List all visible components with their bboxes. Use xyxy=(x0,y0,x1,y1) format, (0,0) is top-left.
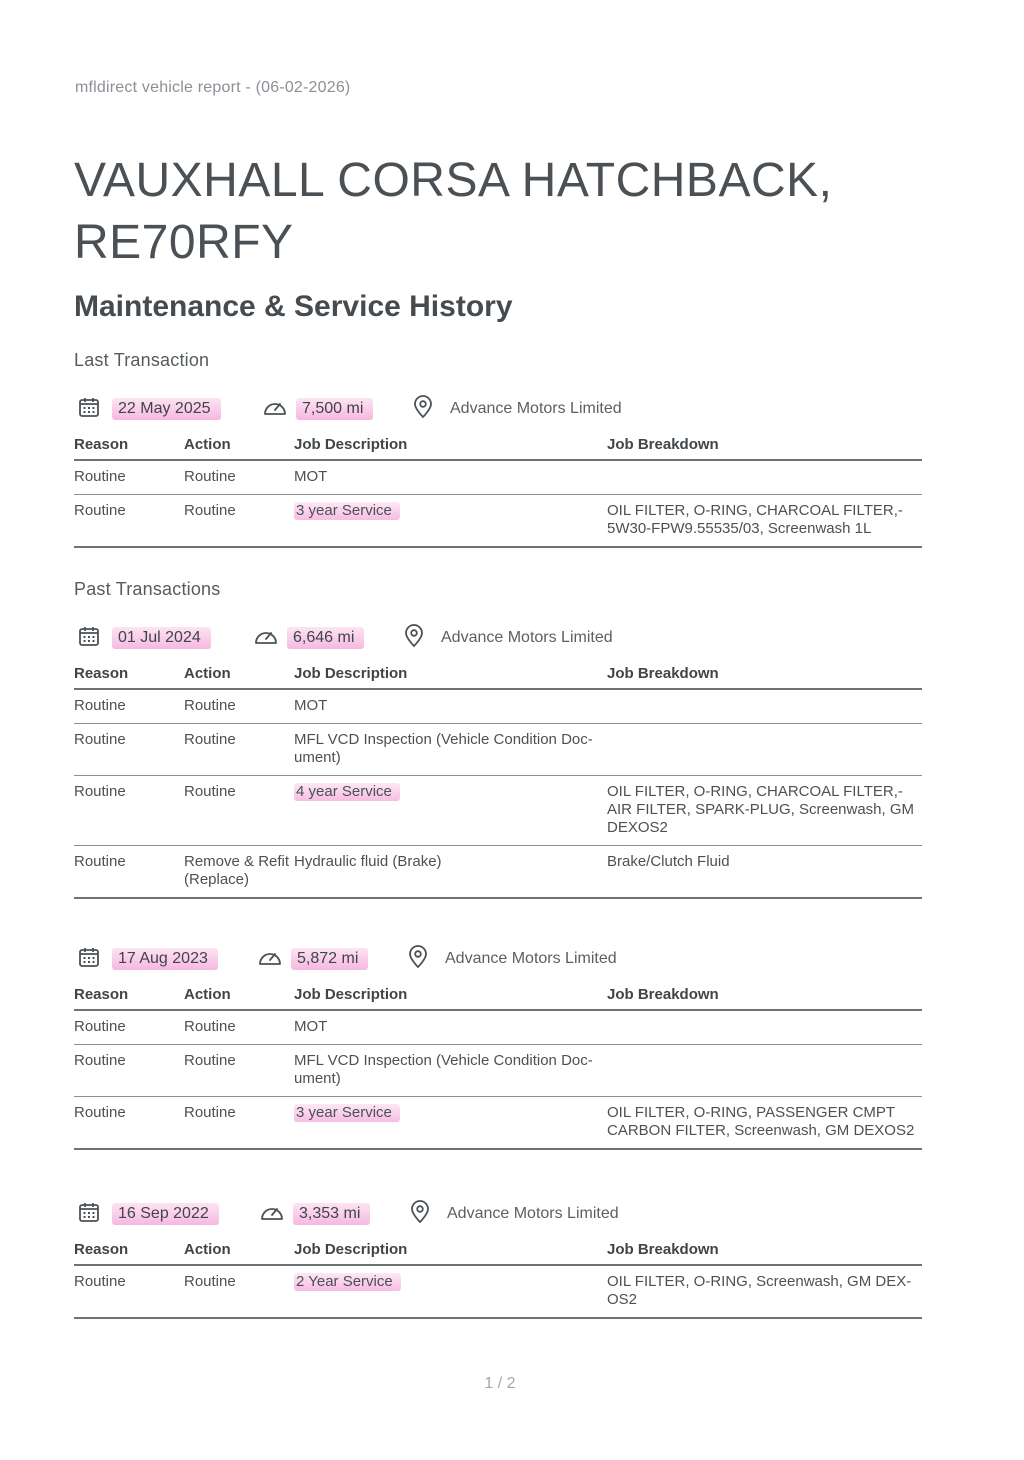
transaction-date: 22 May 2025 xyxy=(112,398,221,420)
column-action: Action xyxy=(184,661,294,689)
row-action: Routine xyxy=(184,460,294,495)
row-breakdown: OIL FILTER, O-RING, CHARCOAL FILTER,- AIR FILTER, SPARK-PLUG, Screenwash, GM DEXOS2 xyxy=(607,776,922,846)
table-row xyxy=(74,1010,922,1045)
row-action: Routine xyxy=(184,1010,294,1045)
row-breakdown: OIL FILTER, O-RING, Screenwash, GM DEX- OS2 xyxy=(607,1265,922,1318)
column-description: Job Description xyxy=(294,432,607,460)
row-action: Routine xyxy=(184,689,294,724)
table-row xyxy=(74,460,922,495)
row-description: MOT xyxy=(294,697,328,714)
row-action: Routine xyxy=(184,776,294,846)
row-reason: Routine xyxy=(74,846,184,899)
row-reason: Routine xyxy=(74,1097,184,1150)
vehicle-title: VAUXHALL CORSA HATCHBACK, RE70RFY xyxy=(74,154,833,269)
row-description: 3 year Service xyxy=(294,1104,400,1122)
row-description: 2 Year Service xyxy=(294,1273,401,1291)
row-reason: Routine xyxy=(74,776,184,846)
row-reason: Routine xyxy=(74,1045,184,1097)
row-action: Remove & Refit (Replace) xyxy=(184,846,294,899)
calendar-icon xyxy=(78,946,100,973)
last-transaction-label: Last Transaction xyxy=(74,350,210,370)
row-description: MOT xyxy=(294,1018,328,1035)
row-breakdown xyxy=(607,1010,922,1045)
column-action: Action xyxy=(184,432,294,460)
transaction-mileage: 5,872 mi xyxy=(291,948,368,970)
speedometer-icon xyxy=(257,947,283,972)
table-header xyxy=(74,432,922,460)
location-pin-icon xyxy=(412,395,434,424)
row-description: 4 year Service xyxy=(294,783,400,801)
transaction-date: 17 Aug 2023 xyxy=(112,948,218,970)
transaction-mileage: 3,353 mi xyxy=(293,1203,370,1225)
row-breakdown xyxy=(607,460,922,495)
column-description: Job Description xyxy=(294,1237,607,1265)
column-reason: Reason xyxy=(74,1237,184,1265)
row-description: 3 year Service xyxy=(294,502,400,520)
table-row xyxy=(74,1265,922,1318)
past-transactions-label: Past Transactions xyxy=(74,579,221,599)
row-reason: Routine xyxy=(74,495,184,548)
row-description: MFL VCD Inspection (Vehicle Condition Doc- ument) xyxy=(294,731,593,766)
section-heading: Maintenance & Service History xyxy=(74,290,513,323)
table-row xyxy=(74,495,922,548)
transaction-mileage: 6,646 mi xyxy=(287,627,364,649)
column-reason: Reason xyxy=(74,982,184,1010)
table-header xyxy=(74,661,922,689)
row-description: MOT xyxy=(294,468,328,485)
row-breakdown xyxy=(607,1045,922,1097)
report-header: mfldirect vehicle report - (06-02-2026) xyxy=(75,79,351,96)
column-action: Action xyxy=(184,1237,294,1265)
row-reason: Routine xyxy=(74,460,184,495)
job-table xyxy=(74,1237,922,1319)
location-pin-icon xyxy=(403,624,425,653)
speedometer-icon xyxy=(253,626,279,651)
speedometer-icon xyxy=(259,1202,285,1227)
page-indicator: 1 / 2 xyxy=(484,1375,516,1392)
table-row xyxy=(74,689,922,724)
column-description: Job Description xyxy=(294,661,607,689)
column-reason: Reason xyxy=(74,661,184,689)
transaction-meta xyxy=(74,394,924,424)
transaction-location: Advance Motors Limited xyxy=(447,1205,619,1222)
transaction-date: 01 Jul 2024 xyxy=(112,627,211,649)
row-reason: Routine xyxy=(74,1010,184,1045)
row-reason: Routine xyxy=(74,724,184,776)
row-description: MFL VCD Inspection (Vehicle Condition Doc- ument) xyxy=(294,1052,593,1087)
job-table xyxy=(74,982,922,1150)
row-breakdown xyxy=(607,724,922,776)
column-breakdown: Job Breakdown xyxy=(607,661,922,689)
calendar-icon xyxy=(78,1201,100,1228)
job-table xyxy=(74,661,922,899)
transaction-location: Advance Motors Limited xyxy=(441,629,613,646)
row-reason: Routine xyxy=(74,689,184,724)
table-row xyxy=(74,846,922,899)
table-row xyxy=(74,1045,922,1097)
calendar-icon xyxy=(78,625,100,652)
row-description: Hydraulic fluid (Brake) xyxy=(294,853,442,870)
row-breakdown: OIL FILTER, O-RING, CHARCOAL FILTER,- 5W30-FPW9.55535/03, Screenwash 1L xyxy=(607,495,922,548)
column-reason: Reason xyxy=(74,432,184,460)
row-action: Routine xyxy=(184,495,294,548)
table-header xyxy=(74,1237,922,1265)
table-header xyxy=(74,982,922,1010)
row-breakdown: OIL FILTER, O-RING, PASSENGER CMPT CARBON FILTER, Screenwash, GM DEXOS2 xyxy=(607,1097,922,1150)
column-breakdown: Job Breakdown xyxy=(607,982,922,1010)
row-reason: Routine xyxy=(74,1265,184,1318)
column-breakdown: Job Breakdown xyxy=(607,1237,922,1265)
location-pin-icon xyxy=(407,945,429,974)
row-breakdown: Brake/Clutch Fluid xyxy=(607,846,922,899)
transaction-location: Advance Motors Limited xyxy=(450,400,622,417)
row-action: Routine xyxy=(184,1045,294,1097)
speedometer-icon xyxy=(262,397,288,422)
column-breakdown: Job Breakdown xyxy=(607,432,922,460)
transaction-date: 16 Sep 2022 xyxy=(112,1203,219,1225)
transaction-location: Advance Motors Limited xyxy=(445,950,617,967)
table-row xyxy=(74,1097,922,1150)
row-action: Routine xyxy=(184,724,294,776)
transaction-meta xyxy=(74,623,924,653)
column-action: Action xyxy=(184,982,294,1010)
transaction-mileage: 7,500 mi xyxy=(296,398,373,420)
transaction-meta xyxy=(74,1199,924,1229)
column-description: Job Description xyxy=(294,982,607,1010)
location-pin-icon xyxy=(409,1200,431,1229)
row-action: Routine xyxy=(184,1265,294,1318)
row-breakdown xyxy=(607,689,922,724)
table-row xyxy=(74,724,922,776)
calendar-icon xyxy=(78,396,100,423)
transaction-meta xyxy=(74,944,924,974)
job-table xyxy=(74,432,922,548)
row-action: Routine xyxy=(184,1097,294,1150)
table-row xyxy=(74,776,922,846)
